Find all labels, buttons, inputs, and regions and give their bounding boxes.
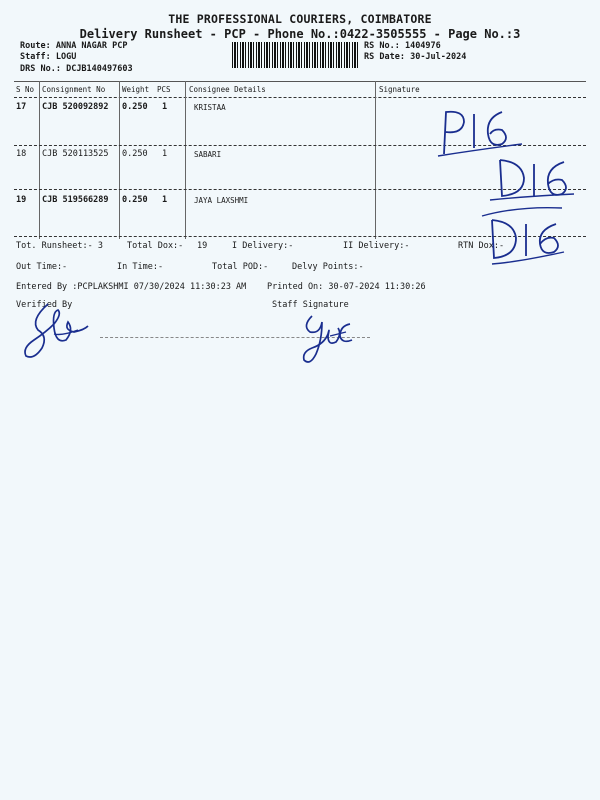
drs-row [20,64,133,74]
cell-consignee: JAYA LAXSHMI [194,196,249,205]
drs-label: DRS No.: [20,64,61,74]
cell-pcs: 1 [162,195,168,205]
route-label: Route: [20,41,51,51]
cell-weight: 0.250 [122,102,148,112]
rs-no-row [364,41,441,51]
route-row [20,41,128,51]
staff-row [20,52,76,62]
header-weight: Weight [122,85,150,94]
cell-pcs: 1 [162,149,168,159]
staff-label: Staff: [20,52,51,62]
barcode [232,42,360,68]
header-pcs: PCS [157,85,171,94]
col-divider [185,81,186,239]
total-runsheet: Tot. Runsheet:- 3 [16,241,103,251]
cell-sno: 18 [16,149,27,159]
total-dox-value: 19 [197,241,208,251]
printed-on: Printed On: 30-07-2024 11:30:26 [267,282,426,292]
staff-signature [298,306,368,374]
drs-value: DCJB140497603 [66,64,133,74]
cell-weight: 0.250 [122,149,148,159]
rs-date-label: RS Date: [364,52,405,62]
header-sno: S No [16,85,35,94]
col-divider [119,81,120,239]
cell-sno: 19 [16,195,27,205]
col-divider [375,81,376,239]
ii-delivery: II Delivery:- [343,241,410,251]
verified-by-label: Verified By [16,300,73,310]
handwritten-mark-d16-second [478,202,568,276]
table-header-rule [14,97,586,98]
total-pod: Total POD:- [212,262,269,272]
runsheet-subtitle: Delivery Runsheet - PCP - Phone No.:0422-3505555 - Page No.:3 [79,27,521,41]
cell-pcs: 1 [162,102,168,112]
delvy-points: Delvy Points:- [292,262,364,272]
company-title: THE PROFESSIONAL COURIERS, COIMBATORE [168,12,432,26]
header-consignee: Consignee Details [189,85,266,94]
staff-value: LOGU [55,52,77,62]
rtn-dox: RTN Dox:- [458,241,505,251]
cell-sno: 17 [16,102,27,112]
rs-date-value: 30-Jul-2024 [410,52,467,62]
header-signature: Signature [379,85,420,94]
verified-by-signature [18,300,98,368]
cell-consignee: SABARI [194,150,222,159]
rs-no-label: RS No.: [364,41,400,51]
staff-signature-label: Staff Signature [272,300,349,310]
rs-date-row [364,52,466,62]
header-consignment: Consignment No [42,85,106,94]
route-value: ANNA NAGAR PCP [55,41,128,51]
entered-by: Entered By :PCPLAKSHMI 07/30/2024 11:30:23 AM [16,282,247,292]
cell-weight: 0.250 [122,195,148,205]
cell-consignment: CJB 520113525 [42,149,109,159]
cell-consignment: CJB 520092892 [42,102,109,112]
col-divider [39,81,40,239]
total-dox-label: Total Dox:- [127,241,184,251]
in-time: In Time:- [117,262,164,272]
rs-no-value: 1404976 [404,41,441,51]
cell-consignment: CJB 519566289 [42,195,109,205]
table-top-rule [14,81,586,82]
i-delivery: I Delivery:- [232,241,294,251]
cell-consignee: KRISTAA [194,103,226,112]
out-time: Out Time:- [16,262,68,272]
